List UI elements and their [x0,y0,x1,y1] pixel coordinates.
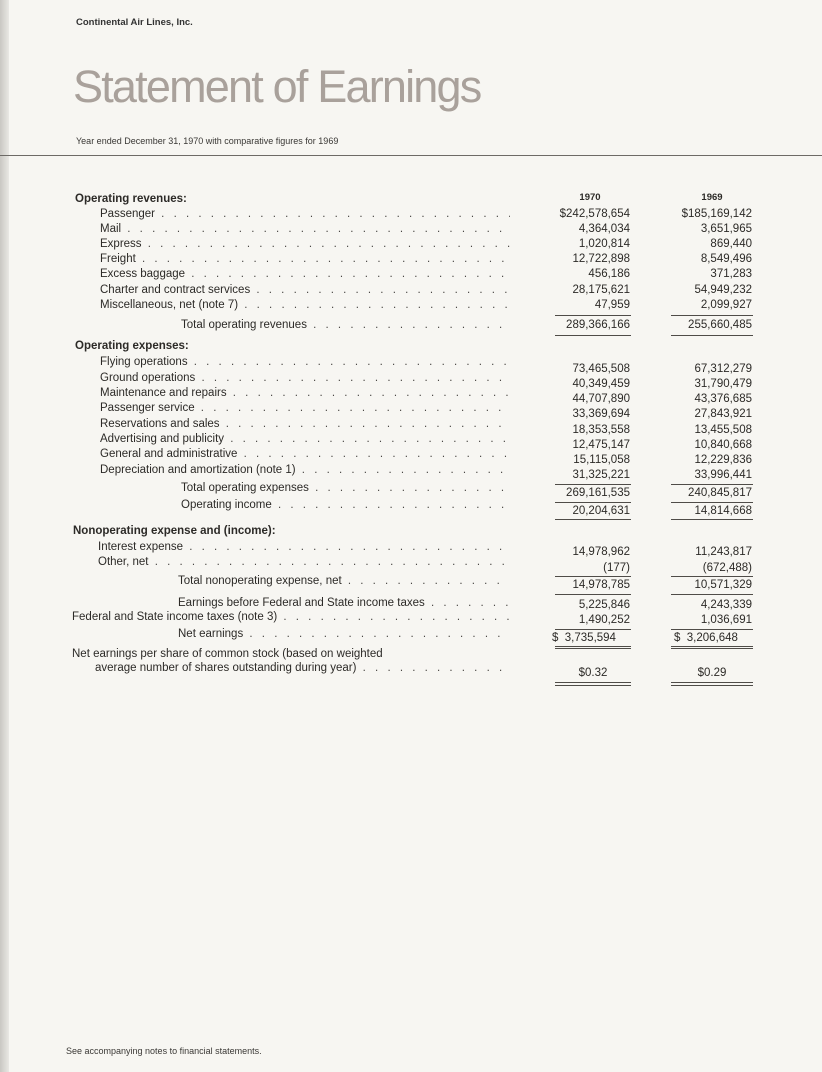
section-heading-nonoperating: Nonoperating expense and (income): [73,525,276,537]
statement-row [0,237,822,252]
value-1969: 10,840,668 [694,439,752,451]
statement-row [0,267,822,282]
row-label: Total operating revenues . . . [181,318,510,333]
value-1969: 14,814,668 [694,505,752,517]
row-label: Interest expense . . . [98,540,510,555]
value-1970: 14,978,785 [572,579,630,591]
value-1969: 10,571,329 [694,579,752,591]
statement-row [0,283,822,298]
row-label: Passenger . . . [100,207,510,222]
value-1969: 255,660,485 [688,319,752,331]
section-heading-operating-expenses: Operating expenses: [75,340,189,352]
value-1970: 73,465,508 [572,363,630,375]
value-1969: 869,440 [710,238,752,250]
value-1969: 2,099,927 [700,299,752,311]
page-title: Statement of Earnings [73,61,481,112]
value-1970: 456,186 [588,268,630,280]
value-1970: 31,325,221 [572,469,630,481]
row-label: Total nonoperating expense, net . . . [178,574,510,589]
value-1970: 44,707,890 [572,393,630,405]
value-1969: $ 3,206,648 [674,632,738,644]
subtotal-rule [671,594,753,595]
page-subtitle: Year ended December 31, 1970 with comparative figures for 1969 [76,136,339,146]
double-rule [671,685,753,686]
value-1969: $185,169,142 [681,208,752,220]
subtotal-rule [555,594,631,595]
value-1970: 269,161,535 [566,487,630,499]
statement-row [0,298,822,313]
row-label: Flying operations . . . [100,355,510,370]
total-rule [555,335,631,336]
row-label: Other, net . . . [98,555,510,570]
value-1970: 5,225,846 [578,599,630,611]
row-label: Total operating expenses . . . [181,481,510,496]
value-1970: 1,490,252 [578,614,630,626]
value-1970: 40,349,459 [572,378,630,390]
total-row-values [0,578,822,593]
statement-row [0,207,822,222]
value-1970: 1,020,814 [578,238,630,250]
per-share-values [0,666,822,681]
value-1969: 54,949,232 [694,284,752,296]
value-1969: (672,488) [702,562,752,574]
value-1970: 47,959 [594,299,630,311]
value-1970: $0.32 [578,667,608,679]
value-1970: $ 3,735,594 [552,632,616,644]
double-rule [555,682,631,683]
statement-row [0,222,822,237]
value-1970: 33,369,694 [572,408,630,420]
row-label: Charter and contract services . . . [100,283,510,298]
value-1969: 1,036,691 [700,614,752,626]
per-share-line-1 [0,647,822,662]
total-rule [671,519,753,520]
row-label: Depreciation and amortization (note 1) . . . [100,463,510,478]
value-1969: 240,845,817 [688,487,752,499]
value-1969: 31,790,479 [694,378,752,390]
total-rule [555,519,631,520]
statement-row [0,252,822,267]
value-1970: 289,366,166 [566,319,630,331]
value-1969: $0.29 [697,667,727,679]
row-label: Maintenance and repairs . . . [100,386,510,401]
value-1969: 371,283 [710,268,752,280]
operating-income-values [0,504,822,519]
row-label: Passenger service . . . [100,401,510,416]
value-1969: 11,243,817 [695,546,752,558]
row-label: Earnings before Federal and State income taxes . . . [178,596,510,611]
value-1969: 43,376,685 [694,393,752,405]
footnote: See accompanying notes to financial statements. [66,1046,262,1056]
subtotal-rule [555,315,631,316]
row-label: average number of shares outstanding during year) . . . [95,661,510,676]
total-rule [671,335,753,336]
value-1969: 8,549,496 [700,253,752,265]
double-rule [555,685,631,686]
company-name: Continental Air Lines, Inc. [76,17,193,28]
row-label: Freight . . . [100,252,510,267]
value-1969: 33,996,441 [694,469,752,481]
section-heading-operating-revenues: Operating revenues: [75,193,187,205]
value-1970: 14,978,962 [572,546,630,558]
row-label: Operating income . . . [181,498,510,513]
value-1970: 18,353,558 [572,424,630,436]
subtotal-rule [671,315,753,316]
row-label: Mail . . . [100,222,510,237]
value-1970: 12,475,147 [572,439,630,451]
row-label: Federal and State income taxes (note 3) . . . [72,610,510,625]
row-label: Ground operations . . . [100,371,510,386]
value-1970: $242,578,654 [559,208,630,220]
net-earnings-values [0,631,822,646]
value-1969: 4,243,339 [700,599,752,611]
total-row [0,318,822,333]
value-1970: 4,364,034 [578,223,630,235]
row-label: Excess baggage . . . [100,267,510,282]
row-label: Reservations and sales . . . [100,417,510,432]
value-1969: 67,312,279 [694,363,752,375]
value-1969: 3,651,965 [700,223,752,235]
value-1969: 27,843,921 [694,408,752,420]
income-taxes-values [0,613,822,628]
row-label: Advertising and publicity . . . [100,432,510,447]
row-label: Net earnings . . . [178,627,510,642]
value-1970: 12,722,898 [572,253,630,265]
row-label: Miscellaneous, net (note 7) . . . [100,298,510,313]
double-rule [671,682,753,683]
value-1970: 28,175,621 [572,284,630,296]
row-label: General and administrative . . . [100,447,510,462]
column-header-1970: 1970 [579,192,601,203]
column-header-1969: 1969 [701,192,723,203]
value-1969: 12,229,836 [694,454,752,466]
value-1970: 20,204,631 [572,505,630,517]
value-1970: 15,115,058 [573,454,630,466]
row-label: Express . . . [100,237,510,252]
value-1970: (177) [603,562,630,574]
row-label: Net earnings per share of common stock (based on weighted [72,648,383,660]
value-1969: 13,455,508 [694,424,752,436]
